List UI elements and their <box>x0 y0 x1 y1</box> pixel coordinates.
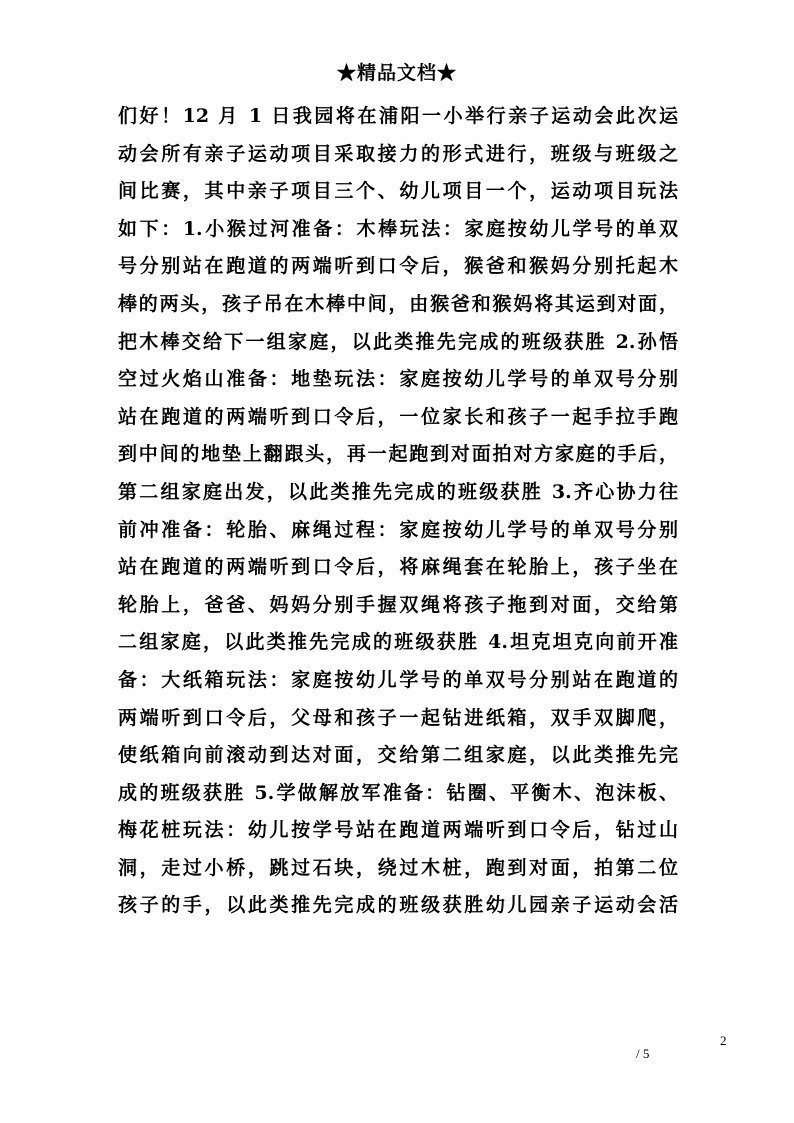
document-body <box>118 98 678 925</box>
text-line: 两端听到口令后，父母和孩子一起钻进纸箱，双手双脚爬， <box>118 706 678 729</box>
text-line: 二组家庭，以此类推先完成的班级获胜 4.坦克坦克向前开准 <box>118 631 678 654</box>
text-line: 备：大纸箱玩法：家庭按幼儿学号的单双号分别站在跑道的 <box>118 668 678 691</box>
text-line: 成的班级获胜 5.学做解放军准备：钻圈、平衡木、泡沫板、 <box>118 781 678 804</box>
text-line: 孩子的手，以此类推先完成的班级获胜幼儿园亲子运动会活 <box>118 894 678 917</box>
text-line: 第二组家庭出发，以此类推先完成的班级获胜 3.齐心协力往 <box>118 480 678 503</box>
text-line: 棒的两头，孩子吊在木棒中间，由猴爸和猴妈将其运到对面， <box>118 292 678 315</box>
text-line: 站在跑道的两端听到口令后，一位家长和孩子一起手拉手跑 <box>118 405 678 428</box>
text-line: 如下：1.小猴过河准备：木棒玩法：家庭按幼儿学号的单双 <box>118 217 678 240</box>
text-line: 洞，走过小桥，跳过石块，绕过木桩，跑到对面，拍第二位 <box>118 856 678 879</box>
text-line: 号分别站在跑道的两端听到口令后，猴爸和猴妈分别托起木 <box>118 255 678 278</box>
page-total: / 5 <box>636 1046 650 1061</box>
text-line: 轮胎上，爸爸、妈妈分别手握双绳将孩子拖到对面，交给第 <box>118 593 678 616</box>
text-line: 梅花桩玩法：幼儿按学号站在跑道两端听到口令后，钻过山 <box>118 819 678 842</box>
text-line: 们好！12 月 1 日我园将在浦阳一小举行亲子运动会此次运 <box>118 105 678 127</box>
page-header-title: ★精品文档★ <box>336 62 457 84</box>
text-line: 到中间的地垫上翻跟头，再一起跑到对面拍对方家庭的手后， <box>118 443 678 466</box>
text-line: 动会所有亲子运动项目采取接力的形式进行，班级与班级之 <box>118 142 678 165</box>
text-line: 站在跑道的两端听到口令后，将麻绳套在轮胎上，孩子坐在 <box>118 556 678 579</box>
text-line: 前冲准备：轮胎、麻绳过程：家庭按幼儿学号的单双号分别 <box>118 518 678 541</box>
text-line: 把木棒交给下一组家庭，以此类推先完成的班级获胜 2.孙悟 <box>118 330 678 353</box>
page-number: 2 <box>720 1033 727 1048</box>
text-line: 使纸箱向前滚动到达对面，交给第二组家庭，以此类推先完 <box>118 744 678 767</box>
text-line: 空过火焰山准备：地垫玩法：家庭按幼儿学号的单双号分别 <box>118 368 678 391</box>
text-line: 间比赛，其中亲子项目三个、幼儿项目一个，运动项目玩法 <box>118 180 678 203</box>
